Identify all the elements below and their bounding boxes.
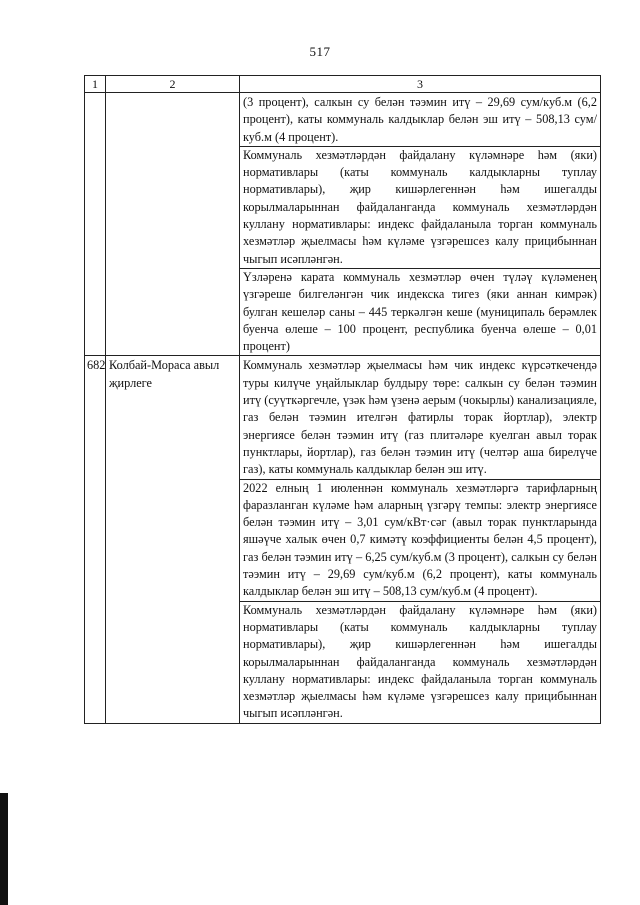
- continuation-name-cell: [106, 93, 240, 356]
- row-paragraph-amenities: Коммуналь хезмәтләр җыелмасы һәм чик индекс күрсәткечендә туры килүче уңайлыклар булдыру төре: салкын су белән тәэмин итү (суүткәргечле, үзәк һәм үзенә аерым (чокырлы) канализацияле, газ белән тәэмин ителгән фатирлы торак йортлар), электр энергиясе белән тәэмин итү (газ плитәләре куелган авыл торак пунктлары, йортлар), газ белән тәэмин итү (челтәр аша бирелүче газ), каты коммуналь калдыклар белән эш итү.: [243, 358, 597, 477]
- table-header-row: [85, 76, 601, 93]
- continuation-paragraph-population: Үзләренә карата коммуналь хезмәтләр өчен түләү күләменең үзгәреше билгеләнгән чик индекска тигез (яки аннан кимрәк) булган кешеләр саны – 445 теркәлгән кеше (муниципаль берәмлек буенча өлеше – 100 процент, республика буенча өлеше – 0,01 процент): [240, 268, 600, 355]
- table-row-continuation: [85, 93, 601, 356]
- continuation-number-cell: [85, 93, 106, 356]
- row-number: 682: [85, 356, 106, 723]
- header-col-3: 3: [240, 76, 601, 93]
- header-col-2: 2: [106, 76, 240, 93]
- continuation-paragraph-norms: Коммуналь хезмәтләрдән файдалану күләмнәре һәм (яки) нормативлары (каты коммуналь калдыкларны туплау нормативлары), җир кишәрлегеннән һәм ишегалды корылмаларыннан файдаланганда коммуналь хезмәтләрдән куллану нормативлары: индекс файдаланыла торган коммуналь хезмәтләр җыелмасы һәм күләме үзгәрешсез калу прицибыннан чыгып исәпләнгән.: [240, 146, 600, 268]
- row-description-cell: [240, 356, 601, 723]
- table-row: [85, 356, 601, 723]
- scan-edge-bar: [0, 793, 8, 905]
- row-paragraph-norms: Коммуналь хезмәтләрдән файдалану күләмнәре һәм (яки) нормативлары (каты коммуналь калдыкларны туплау нормативлары), җир кишәрлегеннән һәм ишегалды корылмаларыннан файдаланганда коммуналь хезмәтләрдән куллану нормативлары: индекс файдаланыла торган коммуналь хезмәтләр җыелмасы һәм күләме үзгәрешсез калу прицибыннан чыгып исәпләнгән.: [240, 601, 600, 723]
- continuation-description-cell: [240, 93, 601, 356]
- continuation-paragraph-tariffs: (3 процент), салкын су белән тәэмин итү – 29,69 сум/куб.м (6,2 процент), каты коммуналь калдыклар белән эш итү – 508,13 сум/куб.м (4 процент).: [243, 95, 597, 144]
- municipality-name: Колбай-Мораса авыл җирлеге: [106, 356, 240, 723]
- row-paragraph-tariffs: 2022 елның 1 июленнән коммуналь хезмәтләргә тарифларның фаразланган күләме һәм аларның үзгәрү темпы: электр энергиясе белән тәэмин итү – 3,01 сум/кВт·сәг (авыл торак пунктларында яшәүче халык өчен 0,7 кимәтү коэффициенты белән 4,5 процент), газ белән тәэмин итү – 6,25 сум/куб.м (3 процент), салкын су белән тәэмин итү – 29,69 сум/куб.м (6,2 процент), каты коммуналь калдыклар белән эш итү – 508,13 сум/куб.м (4 процент).: [240, 479, 600, 601]
- municipal-index-table: [84, 75, 601, 724]
- header-col-1: 1: [85, 76, 106, 93]
- page-number: 517: [309, 44, 331, 59]
